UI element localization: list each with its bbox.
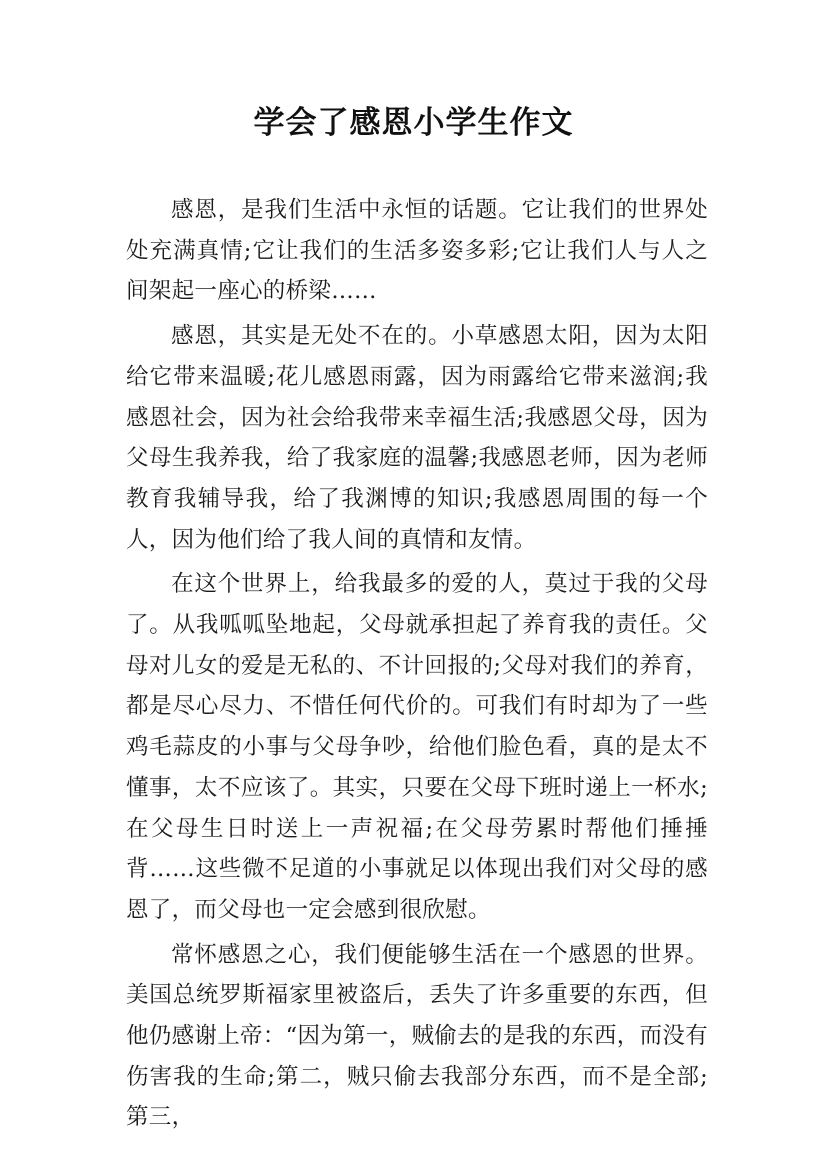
essay-body — [126, 190, 708, 1142]
paragraph-2: 感恩，其实是无处不在的。小草感恩太阳，因为太阳给它带来温暖;花儿感恩雨露，因为雨露给它带来滋润;我感恩社会，因为社会给我带来幸福生活;我感恩父母，因为父母生我养我，给了我家庭的温馨;我感恩老师，因为老师教育我辅导我，给了我渊博的知识;我感恩周围的每一个人，因为他们给了我人间的真情和友情。 — [126, 323, 708, 553]
paragraph-4: 常怀感恩之心，我们便能够生活在一个感恩的世界。美国总统罗斯福家里被盗后，丢失了许多重要的东西，但他仍感谢上帝：“因为第一，贼偷去的是我的东西，而没有伤害我的生命;第二，贼只偷去我部分东西，而不是全部;第三， — [126, 941, 708, 1131]
paragraph-3: 在这个世界上，给我最多的爱的人，莫过于我的父母了。从我呱呱坠地起，父母就承担起了养育我的责任。父母对儿女的爱是无私的、不计回报的;父母对我们的养育，都是尽心尽力、不惜任何代价的。可我们有时却为了一些鸡毛蒜皮的小事与父母争吵，给他们脸色看，真的是太不懂事，太不应该了。其实，只要在父母下班时递上一杯水;在父母生日时送上一声祝福;在父母劳累时帮他们捶捶背……这些微不足道的小事就足以体现出我们对父母的感恩了，而父母也一定会感到很欣慰。 — [126, 571, 708, 923]
paragraph-1: 感恩，是我们生活中永恒的话题。它让我们的世界处处充满真情;它让我们的生活多姿多彩;它让我们人与人之间架起一座心的桥梁…… — [126, 197, 708, 305]
document-title: 学会了感恩小学生作文 — [253, 105, 574, 141]
